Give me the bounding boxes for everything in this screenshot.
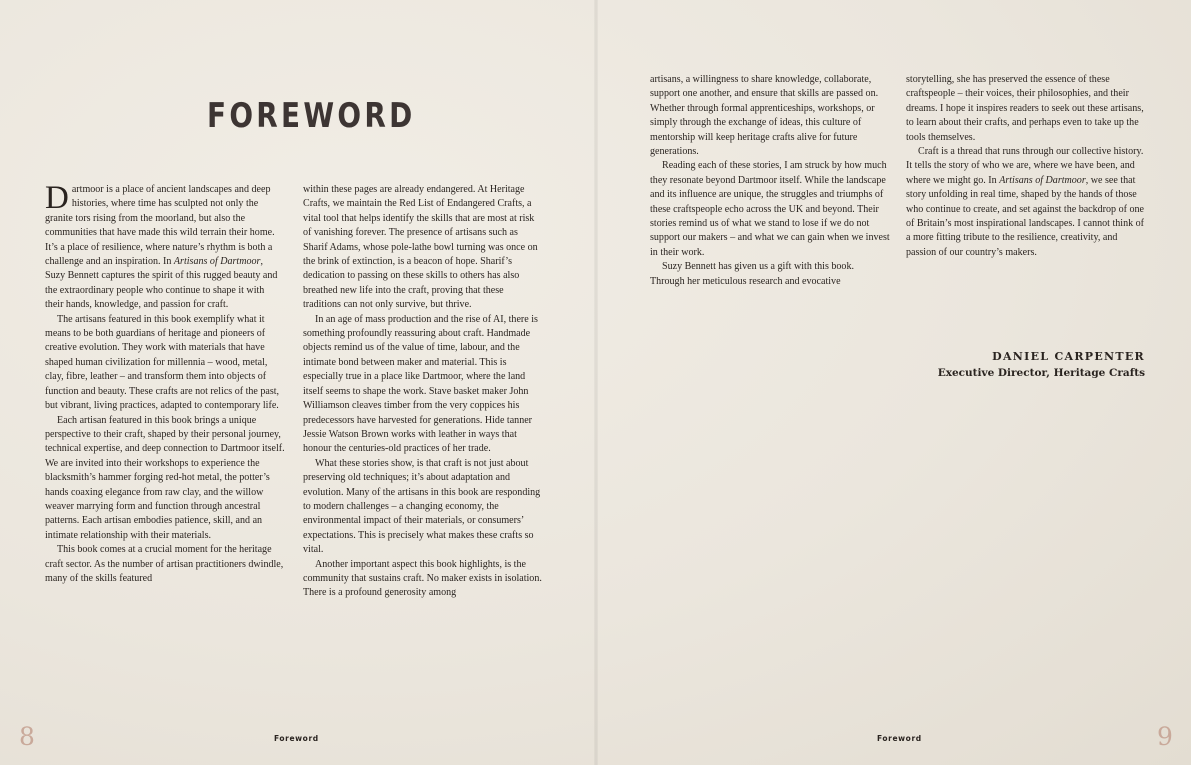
paragraph: Another important aspect this book highlights, is the community that sustains craft. No maker exists in isolation. There is a profound generosity among — [303, 558, 542, 599]
page-title: FOREWORD — [207, 96, 416, 136]
signatory-role: Executive Director, Heritage Crafts — [937, 367, 1145, 379]
signatory-name: DANIEL CARPENTER — [992, 350, 1145, 363]
paragraph: Suzy Bennett has given us a gift with this book. Through her meticulous research and evocative — [650, 261, 854, 287]
text-column-2 — [303, 183, 543, 601]
left-page — [0, 0, 595, 765]
text-column-3 — [650, 73, 890, 289]
right-page — [596, 0, 1191, 765]
paragraph-text: , we see that story unfolding in real time, shaped by the hands of those who continue to create, and set against the backdrop of one of Britain’s most inspirational landscapes. I cannot think of a more fitting tribute to the resilience, creativity, and passion of our country’s makers. — [906, 174, 1145, 258]
paragraph: storytelling, she has preserved the essence of these craftspeople – their voices, their philosophies, and their dreams. I hope it inspires readers to seek out these artisans, to learn about their crafts, and perhaps even to take up the tools themselves. — [906, 74, 1144, 143]
paragraph: This book comes at a crucial moment for the heritage craft sector. As the number of artisan practitioners dwindle, many of the skills featured — [45, 544, 284, 584]
paragraph: What these stories show, is that craft is not just about preserving old techniques; it’s about adaptation and evolution. Many of the artisans in this book are responding to modern challenges – a changing economy, the environmental impact of their materials, or consumers’ expectations. This is precisely what makes these crafts so vital. — [303, 457, 541, 556]
paragraph: Reading each of these stories, I am struck by how much they resonate beyond Dartmoor itself. While the landscape and its influence are unique, the struggles and triumphs of these craftspeople echo across the UK and beyond. Their stories remind us of what we stand to lose if we do not support our makers – and what we can gain when we invest in their work. — [650, 160, 890, 258]
drop-cap: D — [45, 180, 69, 216]
paragraph-text: Craft is a thread that runs through our collective history. It tells the story of who we are, where we have been, and where we might go. In — [906, 146, 1144, 186]
text-column-1 — [45, 180, 285, 586]
book-title-italic: Artisans of Dartmoor — [999, 174, 1086, 186]
page-number-left: 8 — [19, 722, 35, 751]
signature-block — [938, 349, 1145, 381]
paragraph — [906, 145, 1146, 260]
paragraph — [45, 180, 285, 313]
page-number-right: 9 — [1157, 722, 1173, 751]
book-title-italic: Artisans of Dartmoor — [173, 256, 261, 268]
paragraph: within these pages are already endangered. At Heritage Crafts, we maintain the Red List of Endangered Crafts, a vital tool that helps identify the skills that are most at risk of vanishing forever. The presence of artisans such as Sharif Adams, whose pole-lathe bowl turning was once on the brink of extinction, is a beacon of hope. Sharif’s dedication to passing on these skills to others has also breathed new life into the craft, proving that these traditions can not only survive, but thrive. — [303, 184, 538, 311]
paragraph: Each artisan featured in this book brings a unique perspective to their craft, shaped by their personal journey, technical expertise, and deep connection to Dartmoor itself. We are invited into their workshops to experience the blacksmith’s hammer forging red-hot metal, the potter’s hands coaxing elegance from raw clay, and the willow weaver marrying form and function through ancestral patterns. Each artisan embodies patience, skill, and an intimate relationship with their materials. — [45, 414, 285, 541]
paragraph: artisans, a willingness to share knowledge, collaborate, support one another, and ensure that skills are passed on. Whether through formal apprenticeships, workshops, or simply through the exchange of ideas, this culture of mentorship will keep heritage crafts alive for future generations. — [650, 74, 879, 158]
paragraph: In an age of mass production and the rise of AI, there is something profoundly reassuring about craft. Handmade objects remind us of the value of time, labour, and the intimate bond between maker and material. This is especially true in a place like Dartmoor, where the land itself seems to shape the work. Stave basket maker John Williamson cleaves timber from the very coppices his predecessors have harvested for generations. Hide tanner Jessie Watson Brown works with leather in ways that honour the centuries-old practices of her trade. — [303, 313, 538, 455]
paragraph-text: , Suzy Bennett captures the spirit of this rugged beauty and the extraordinary people who continue to shape it with their hands, knowledge, and passion for craft. — [45, 256, 278, 311]
text-column-4 — [906, 73, 1146, 260]
running-head-left: Foreword — [274, 734, 319, 743]
running-head-right: Foreword — [877, 734, 922, 743]
paragraph: The artisans featured in this book exemplify what it means to be both guardians of heritage and pioneers of creative evolution. They work with materials that have shaped human civilization for millennia – wood, metal, clay, fibre, leather – and transform them into objects of function and beauty. These crafts are not relics of the past, but vibrant, living practices, adapted to contemporary life. — [45, 313, 280, 412]
paragraph-text: artmoor is a place of ancient landscapes and deep histories, where time has sculpted not only the granite tors rising from the moorland, but also the communities that have made this wild terrain their home. It’s a place of resilience, where nature’s rhythm is both a challenge and an inspiration. In — [45, 184, 275, 268]
